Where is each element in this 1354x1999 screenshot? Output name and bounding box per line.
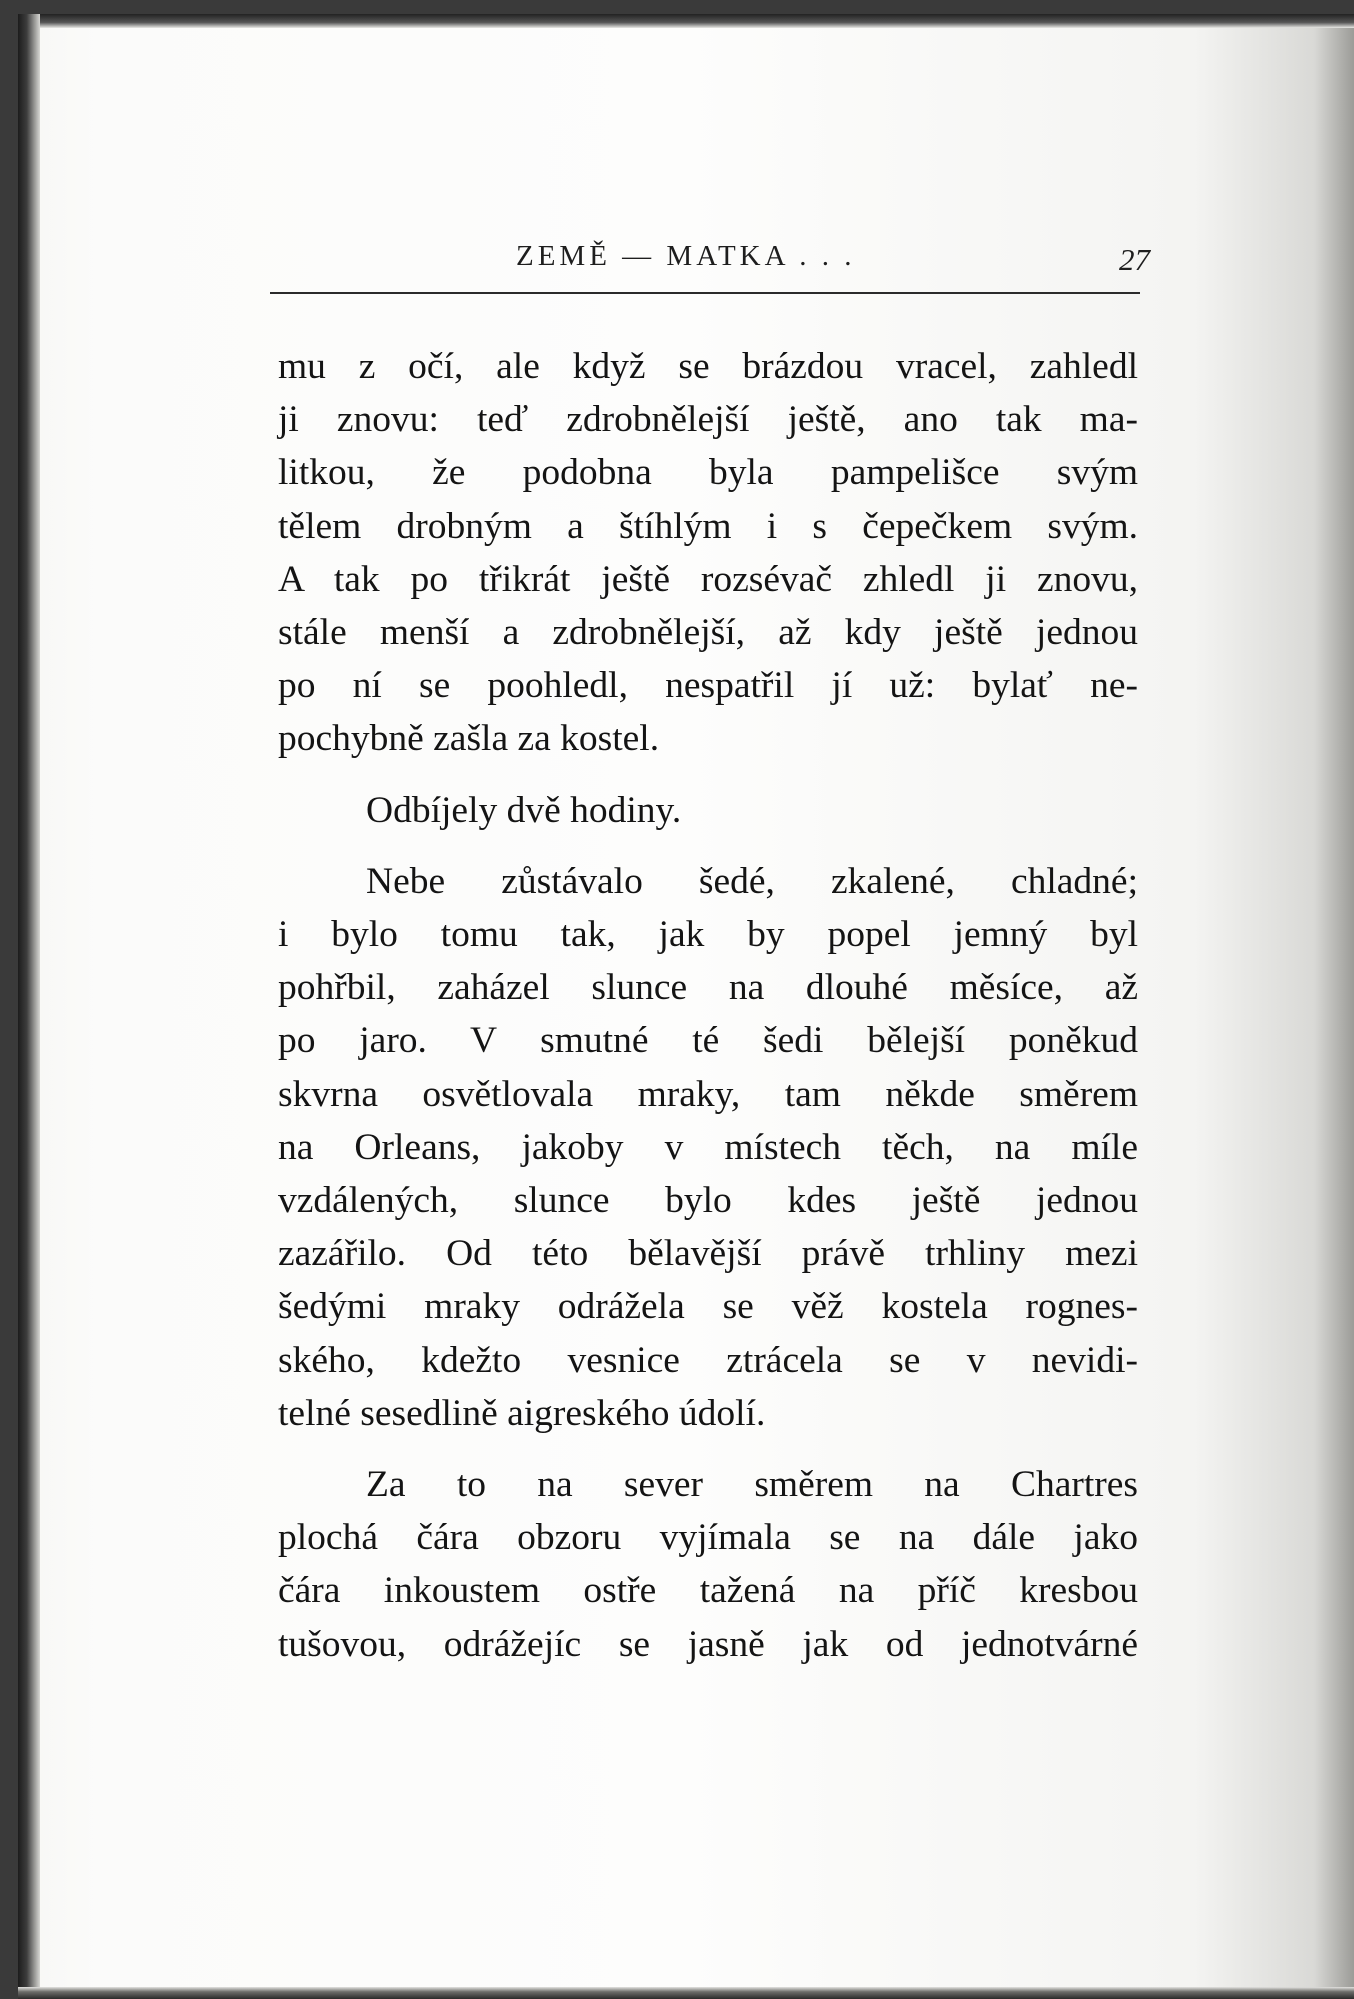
body-text (278, 340, 1138, 1671)
text-line: stále menší a zdrobnělejší, až kdy ještě jednou (278, 612, 1138, 654)
page-binding-edge (18, 14, 40, 1999)
text-line: ji znovu: teď zdrobnělejší ještě, ano tak ma- (278, 399, 1138, 441)
page-top-edge (18, 14, 1354, 28)
page-number: 27 (1119, 242, 1150, 277)
running-head-title: ZEMĚ — MATKA . . . (516, 240, 856, 272)
text-line: Nebe zůstávalo šedé, zkalené, chladné; (366, 860, 1138, 902)
text-line: pohřbil, zaházel slunce na dlouhé měsíce, až (278, 967, 1138, 1009)
text-line: plochá čára obzoru vyjímala se na dále jako (278, 1517, 1138, 1559)
page-bottom-edge (18, 1987, 1354, 1999)
text-line: litkou, že podobna byla pampelišce svým (278, 452, 1138, 494)
text-line: ského, kdežto vesnice ztrácela se v nevidi- (278, 1339, 1138, 1381)
text-line: telné sesedlině aigreského údolí. (278, 1392, 766, 1434)
text-line: na Orleans, jakoby v místech těch, na míle (278, 1126, 1138, 1168)
text-line: i bylo tomu tak, jak by popel jemný byl (278, 914, 1138, 956)
text-line: A tak po třikrát ještě rozsévač zhledl ji znovu, (278, 558, 1138, 600)
text-line: Odbíjely dvě hodiny. (366, 789, 682, 831)
text-line: vzdálených, slunce bylo kdes ještě jednou (278, 1180, 1138, 1222)
text-line: skvrna osvětlovala mraky, tam někde směrem (278, 1073, 1138, 1115)
text-line: po ní se poohledl, nespatřil jí už: bylať ne- (278, 665, 1138, 707)
text-line: po jaro. V smutné té šedi bělejší poněkud (278, 1020, 1138, 1062)
paragraph-1 (278, 340, 1138, 766)
text-line: tušovou, odrážejíc se jasně jak od jednotvárné (278, 1623, 1138, 1665)
text-line: šedými mraky odrážela se věž kostela rognes- (278, 1286, 1138, 1328)
paragraph-2 (278, 784, 1138, 837)
running-head (270, 236, 1152, 288)
text-line: čára inkoustem ostře tažená na příč kresbou (278, 1570, 1138, 1612)
paragraph-3 (278, 855, 1138, 1440)
text-line: zazářilo. Od této bělavější právě trhliny mezi (278, 1233, 1138, 1275)
paragraph-4 (278, 1458, 1138, 1671)
text-line: mu z očí, ale když se brázdou vracel, zahledl (278, 346, 1138, 387)
text-line: tělem drobným a štíhlým i s čepečkem svým. (278, 505, 1138, 547)
text-line: Za to na sever směrem na Chartres (366, 1464, 1138, 1506)
text-line: pochybně zašla za kostel. (278, 718, 660, 760)
header-rule (270, 292, 1140, 294)
